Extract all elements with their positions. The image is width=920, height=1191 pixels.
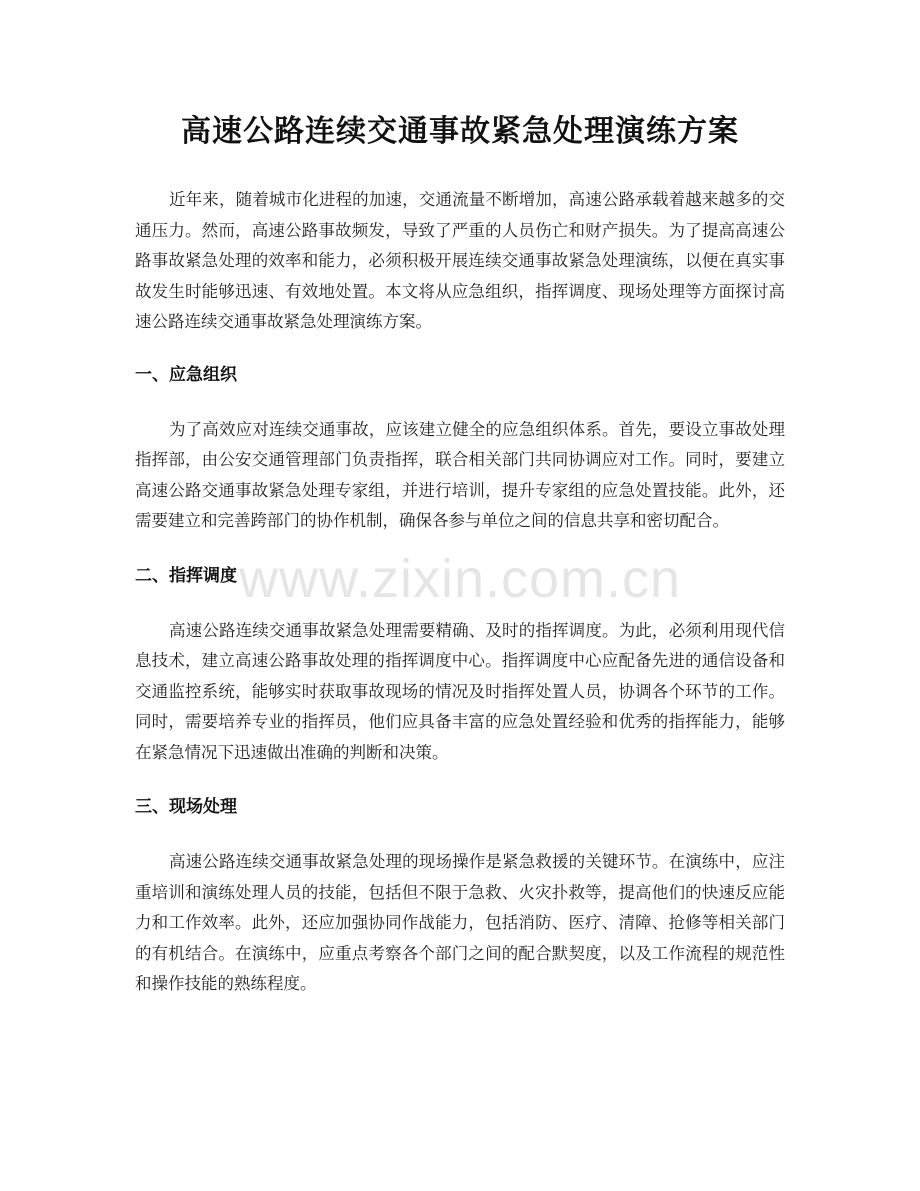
section-body-emergency-organization: 为了高效应对连续交通事故，应该建立健全的应急组织体系。首先，要设立事故处理指挥部，由公安交通管理部门负责指挥，联合相关部门共同协调应对工作。同时，要建立高速公路交通事故紧急处理专家组，并进行培训，提升专家组的应急处置技能。此外，还需要建立和完善跨部门的协作机制，确保各参与单位之间的信息共享和密切配合。	[135, 419, 785, 530]
section-heading-command-dispatch: 二、指挥调度	[135, 565, 237, 586]
document-title: 高速公路连续交通事故紧急处理演练方案	[181, 114, 739, 149]
section-body-on-site-handling: 高速公路连续交通事故紧急处理的现场操作是紧急救援的关键环节。在演练中，应注重培训和演练处理人员的技能，包括但不限于急救、火灾扑救等，提高他们的快速反应能力和工作效率。此外，还应加强协同作战能力，包括消防、医疗、清障、抢修等相关部门的有机结合。在演练中，应重点考察各个部门之间的配合默契度，以及工作流程的规范性和操作技能的熟练程度。	[135, 852, 785, 993]
intro-paragraph: 近年来，随着城市化进程的加速，交通流量不断增加，高速公路承载着越来越多的交通压力。然而，高速公路事故频发，导致了严重的人员伤亡和财产损失。为了提高高速公路事故紧急处理的效率和能力，必须积极开展连续交通事故紧急处理演练，以便在真实事故发生时能够迅速、有效地处置。本文将从应急组织，指挥调度、现场处理等方面探讨高速公路连续交通事故紧急处理演练方案。	[135, 190, 785, 331]
section-heading-emergency-organization: 一、应急组织	[135, 364, 237, 385]
watermark: www.zixin.com.cn	[238, 549, 682, 609]
section-body-command-dispatch: 高速公路连续交通事故紧急处理需要精确、及时的指挥调度。为此，必须利用现代信息技术，建立高速公路事故处理的指挥调度中心。指挥调度中心应配备先进的通信设备和交通监控系统，能够实时获取事故现场的情况及时指挥处置人员，协调各个环节的工作。同时，需要培养专业的指挥员，他们应具备丰富的应急处置经验和优秀的指挥能力，能够在紧急情况下迅速做出准确的判断和决策。	[135, 620, 785, 762]
section-heading-on-site-handling: 三、现场处理	[135, 797, 237, 817]
